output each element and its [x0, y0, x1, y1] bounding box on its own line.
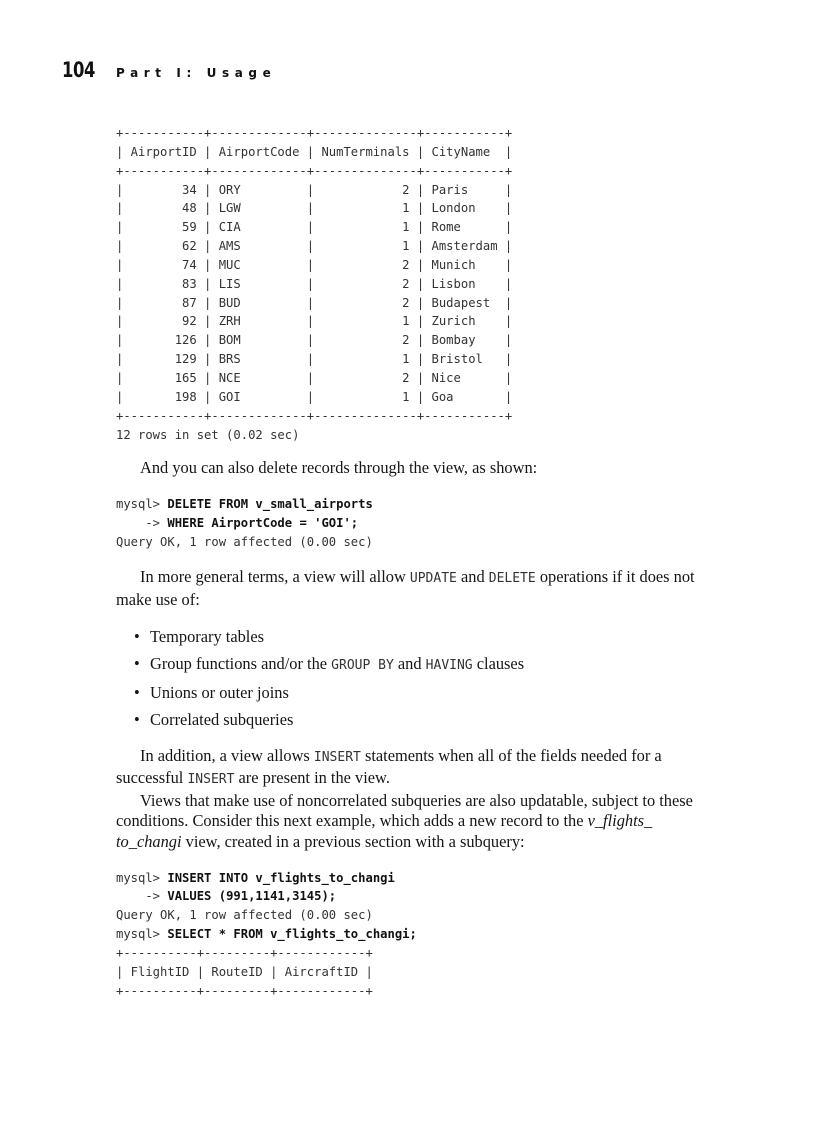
text-run: and	[393, 653, 426, 673]
table-row: | 74 | MUC | 2 | Munich |	[116, 257, 513, 272]
sql-command: WHERE AirportCode = 'GOI';	[167, 515, 359, 530]
delete-code-block	[116, 495, 716, 552]
airports-result-table	[116, 124, 716, 444]
text-run: Group functions and/or the	[150, 653, 332, 673]
paragraph-update-delete	[116, 567, 716, 610]
table-row: | 129 | BRS | 1 | Bristol |	[116, 352, 513, 367]
table-row: | 83 | LIS | 2 | Lisbon |	[116, 276, 513, 291]
page-content	[116, 124, 716, 1001]
table-row: | 198 | GOI | 1 | Goa |	[116, 389, 513, 404]
table-footer: 12 rows in set (0.02 sec)	[116, 427, 300, 442]
paragraph-noncorrelated	[116, 791, 716, 853]
query-result: Query OK, 1 row affected (0.00 sec)	[116, 534, 373, 549]
text-run: Views that make use of noncorrelated subqueries are also updatable, subject to these conditions. Consider this next example, which adds a new record to the	[116, 790, 693, 831]
sql-command: VALUES (991,1141,3145);	[167, 889, 337, 904]
table-row: | 165 | NCE | 2 | Nice |	[116, 370, 513, 385]
text-run: operations if it does not make use of:	[116, 567, 695, 610]
text-run: clauses	[472, 653, 525, 673]
inline-code: HAVING	[425, 657, 473, 673]
text-run: view, created in a previous section with a subquery:	[181, 832, 525, 852]
view-name-italic: v_flights_ to_changi	[116, 811, 653, 852]
table-row: | 87 | BUD | 2 | Budapest |	[116, 295, 513, 310]
list-item: • Temporary tables	[150, 623, 716, 650]
text-run: are present in the view.	[234, 768, 390, 788]
inline-code: INSERT	[187, 772, 235, 788]
paragraph-insert	[116, 746, 716, 791]
insert-code-block	[116, 869, 716, 1001]
part-title: Part I: Usage	[116, 66, 277, 80]
text-run: In more general terms, a view will allow	[140, 567, 410, 587]
table-header-row: | FlightID | RouteID | AircraftID |	[116, 964, 373, 979]
page-header	[62, 58, 276, 82]
text-run: and	[456, 567, 489, 587]
inline-code: INSERT	[313, 749, 361, 765]
table-border: +----------+---------+------------+	[116, 946, 373, 960]
table-border: +-----------+-------------+--------------+-----------+	[116, 408, 513, 423]
inline-code: DELETE	[488, 571, 536, 587]
list-item: • Correlated subqueries	[150, 706, 716, 733]
list-item	[150, 650, 716, 679]
inline-code: GROUP BY	[331, 657, 394, 673]
mysql-prompt: mysql>	[116, 496, 168, 511]
table-row: | 92 | ZRH | 1 | Zurich |	[116, 314, 513, 329]
query-result: Query OK, 1 row affected (0.00 sec)	[116, 908, 373, 923]
table-row: | 59 | CIA | 1 | Rome |	[116, 220, 513, 235]
table-border: +----------+---------+------------+	[116, 983, 373, 998]
table-row: | 34 | ORY | 2 | Paris |	[116, 182, 513, 197]
mysql-prompt: mysql>	[116, 927, 168, 942]
sql-command: SELECT * FROM v_flights_to_changi;	[167, 927, 417, 942]
bullet-list	[116, 623, 716, 733]
continuation-prompt: ->	[116, 889, 168, 904]
text-run: statements when all of the fields needed for a successful	[116, 745, 662, 788]
table-row: | 62 | AMS | 1 | Amsterdam |	[116, 239, 513, 254]
inline-code: UPDATE	[409, 571, 457, 587]
mysql-prompt: mysql>	[116, 870, 168, 885]
continuation-prompt: ->	[116, 515, 168, 530]
table-border: +-----------+-------------+--------------+-----------+	[116, 163, 513, 178]
list-item: • Unions or outer joins	[150, 679, 716, 706]
table-row: | 126 | BOM | 2 | Bombay |	[116, 333, 513, 348]
table-border: +-----------+-------------+--------------+-----------+	[116, 126, 513, 140]
table-row: | 48 | LGW | 1 | London |	[116, 201, 513, 216]
paragraph-delete-intro: And you can also delete records through the view, as shown:	[140, 458, 538, 478]
sql-command: INSERT INTO v_flights_to_changi	[167, 870, 395, 885]
page-number: 104	[62, 58, 96, 82]
sql-command: DELETE FROM v_small_airports	[167, 496, 373, 511]
text-run: In addition, a view allows	[140, 745, 314, 765]
table-header-row: | AirportID | AirportCode | NumTerminals | CityName |	[116, 144, 513, 159]
